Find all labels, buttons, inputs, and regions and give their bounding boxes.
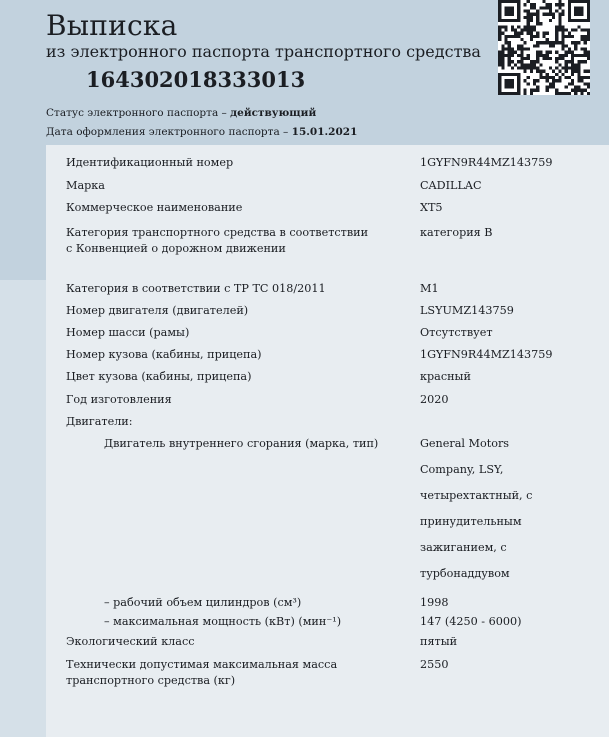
- engine-number-label: Номер двигателя (двигателей): [66, 304, 249, 317]
- make-value: CADILLAC: [420, 179, 482, 192]
- max-mass-value: 2550: [420, 658, 449, 671]
- model-label: Коммерческое наименование: [66, 201, 243, 214]
- make-label: Марка: [66, 179, 105, 192]
- tr-category-value: M1: [420, 282, 439, 295]
- engine-type-line-1: General Motors: [420, 437, 510, 450]
- document-title: Выписка: [46, 9, 178, 42]
- year-value: 2020: [420, 393, 449, 406]
- engine-type-line-4: принудительным: [420, 515, 522, 528]
- model-value: XT5: [420, 201, 443, 214]
- year-label: Год изготовления: [66, 393, 172, 406]
- engine-type-label: Двигатель внутреннего сгорания (марка, тип): [104, 437, 379, 450]
- max-power-value: 147 (4250 - 6000): [420, 615, 522, 628]
- engine-type-line-5: зажиганием, с: [420, 541, 507, 554]
- vin-label: Идентификационный номер: [66, 156, 234, 169]
- chassis-number-label: Номер шасси (рамы): [66, 326, 190, 339]
- vin-value: 1GYFN9R44MZ143759: [420, 156, 553, 169]
- engine-type-line-3: четырехтактный, с: [420, 489, 533, 502]
- date-line: [46, 125, 357, 139]
- date-label: Дата оформления электронного паспорта –: [46, 126, 292, 138]
- status-line: [46, 106, 316, 120]
- body-color-label: Цвет кузова (кабины, прицепа): [66, 370, 252, 383]
- passport-number: 164302018333013: [86, 67, 306, 92]
- qr-code: [498, 0, 590, 95]
- engines-heading: Двигатели:: [66, 415, 133, 428]
- status-value: действующий: [230, 107, 317, 119]
- max-mass-label: Технически допустимая максимальная масса транспортного средства (кг): [66, 658, 338, 687]
- body-number-label: Номер кузова (кабины, прицепа): [66, 348, 262, 361]
- body-color-value: красный: [420, 370, 471, 383]
- document-subtitle: из электронного паспорта транспортного средства: [46, 42, 481, 61]
- body-number-value: 1GYFN9R44MZ143759: [420, 348, 553, 361]
- engine-number-value: LSYUMZ143759: [420, 304, 514, 317]
- eco-class-value: пятый: [420, 635, 458, 648]
- convention-category-label: Категория транспортного средства в соответствии с Конвенцией о дорожном движении: [66, 226, 369, 255]
- date-value: 15.01.2021: [291, 126, 358, 138]
- engine-type-line-6: турбонаддувом: [420, 567, 510, 580]
- status-label: Статус электронного паспорта –: [46, 107, 231, 119]
- convention-category-value: категория B: [420, 226, 493, 239]
- displacement-value: 1998: [420, 596, 449, 609]
- displacement-label: – рабочий объем цилиндров (см³): [104, 596, 302, 609]
- max-power-label: – максимальная мощность (кВт) (мин⁻¹): [104, 615, 342, 628]
- chassis-number-value: Отсутствует: [420, 326, 493, 339]
- engine-type-line-2: Company, LSY,: [420, 463, 504, 476]
- tr-category-label: Категория в соответствии с ТР ТС 018/2011: [66, 282, 326, 295]
- eco-class-label: Экологический класс: [66, 635, 195, 648]
